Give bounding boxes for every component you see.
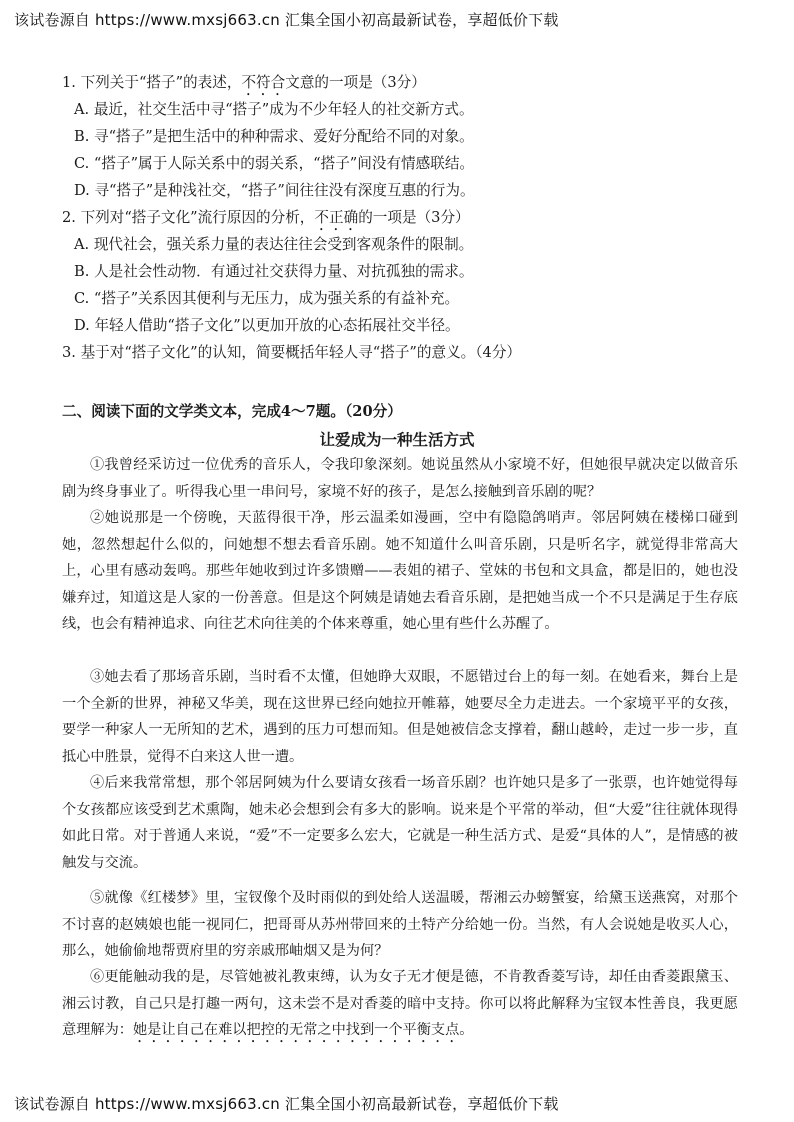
section-heading: 二、阅读下面的文学类文本，完成4～7题。（20分） [62,403,402,420]
paragraph-6 [62,964,738,1046]
question-1-stem: 1. 下列关于“搭子”的表述， [62,74,242,91]
q1-option-a: A. 最近，社交生活中寻“搭子”成为不少年轻人的社交新方式。 [74,101,474,118]
question-1-points: 文意的一项是（3分） [285,74,426,91]
question-2 [62,208,470,234]
source-banner-bottom: 该试卷源自 https://www.mxsj663.cn 汇集全国小初高最新试卷，享超低价下载 [14,1095,559,1113]
question-2-stem: 2. 下列对“搭子文化”流行原因的分析， [62,209,315,226]
question-2-points: 的一项是（3分） [358,209,470,226]
q2-option-c: C. “搭子”关系因其便利与无压力，成为强关系的有益补充。 [74,290,460,307]
paragraph-1: ①我曾经采访过一位优秀的音乐人，令我印象深刻。她说虽然从小家境不好，但她很早就决定以做音乐剧为终身事业了。听得我心里一串问号，家境不好的孩子，是怎么接触到音乐剧的呢？ [62,457,738,500]
q1-option-d: D. 寻“搭子”是种浅社交，“搭子”间往往没有深度互惠的行为。 [74,182,475,199]
q2-option-b: B. 人是社会性动物．有通过社交获得力量、对抗孤独的需求。 [74,263,474,280]
q2-option-a: A. 现代社会，强关系力量的表达往往会受到客观条件的限制。 [74,236,474,253]
paragraph-6-text: ⑥更能触动我的是，尽管她被礼教束缚，认为女子无才便是德，不肯教香菱写诗，却任由香菱跟黛玉、湘云讨教，自己只是打趣一两句，这未尝不是对香菱的暗中支持。你可以将此解释为宝钗本性善良，我更愿意理解为： [62,969,738,1039]
source-banner-top: 该试卷源自 https://www.mxsj663.cn 汇集全国小初高最新试卷，享超低价下载 [14,11,559,29]
paragraph-6-emphasis: 她是让自己在难以把控的无常之中找到一个平衡支点。 [132,1022,474,1039]
passage-title: 让爱成为一种生活方式 [319,430,475,449]
paragraph-5: ⑤就像《红楼梦》里，宝钗像个及时雨似的到处给人送温暖，帮湘云办螃蟹宴，给黛玉送燕窝，对那个不讨喜的赵姨娘也能一视同仁，把哥哥从苏州带回来的土特产分给她一份。当然，有人会说她是收买人心，那么，她偷偷地帮贾府里的穷亲戚邢岫烟又是为何？ [62,890,738,960]
paragraph-3: ③她去看了那场音乐剧，当时看不太懂，但她睁大双眼，不愿错过台上的每一刻。在她看来，舞台上是一个全新的世界，神秘又华美，现在这世界已经向她拉开帷幕，她要尽全力走进去。一个家境平平的女孩，要学一种家人一无所知的艺术，遇到的压力可想而知。但是她被信念支撑着，翻山越岭，走过一步一步，直抵心中胜景，觉得不白来这人世一遭。 [62,669,738,765]
question-1 [62,73,426,99]
paragraph-4: ④后来我常常想，那个邻居阿姨为什么要请女孩看一场音乐剧？也许她只是多了一张票，也许她觉得每个女孩都应该受到艺术熏陶，她未必会想到会有多大的影响。说来是个平常的举动，但“大爱”往往就体现得如此日常。对于普通人来说，“爱”不一定要多么宏大，它就是一种生活方式、是爱“具体的人”，是情感的被触发与交流。 [62,775,738,871]
question-2-emphasis: 不正确 [314,209,359,226]
question-1-emphasis: 不符合 [241,74,286,91]
q1-option-b: B. 寻“搭子”是把生活中的种种需求、爱好分配给不同的对象。 [74,128,474,145]
paragraph-2: ②她说那是一个傍晚，天蓝得很干净，彤云温柔如漫画，空中有隐隐鸽哨声。邻居阿姨在楼梯口碰到她，忽然想起什么似的，问她想不想去看音乐剧。她不知道什么叫音乐剧，只是听名字，就觉得非常高大上，心里有感动轰鸣。那些年她收到过许多馈赠——表姐的裙子、堂妹的书包和文具盒，都是旧的，她也没嫌弃过，知道这是人家的一份善意。但是这个阿姨是请她去看音乐剧，是把她当成一个不只是满足于生存底线，也会有精神追求、向往艺术向往美的个体来尊重，她心里有些什么苏醒了。 [62,510,738,633]
q2-option-d: D. 年轻人借助“搭子文化”以更加开放的心态拓展社交半径。 [74,317,460,334]
question-3: 3. 基于对“搭子文化”的认知，简要概括年轻人寻“搭子”的意义。（4分） [62,344,522,361]
q1-option-c: C. “搭子”属于人际关系中的弱关系，“搭子”间没有情感联结。 [74,155,475,172]
